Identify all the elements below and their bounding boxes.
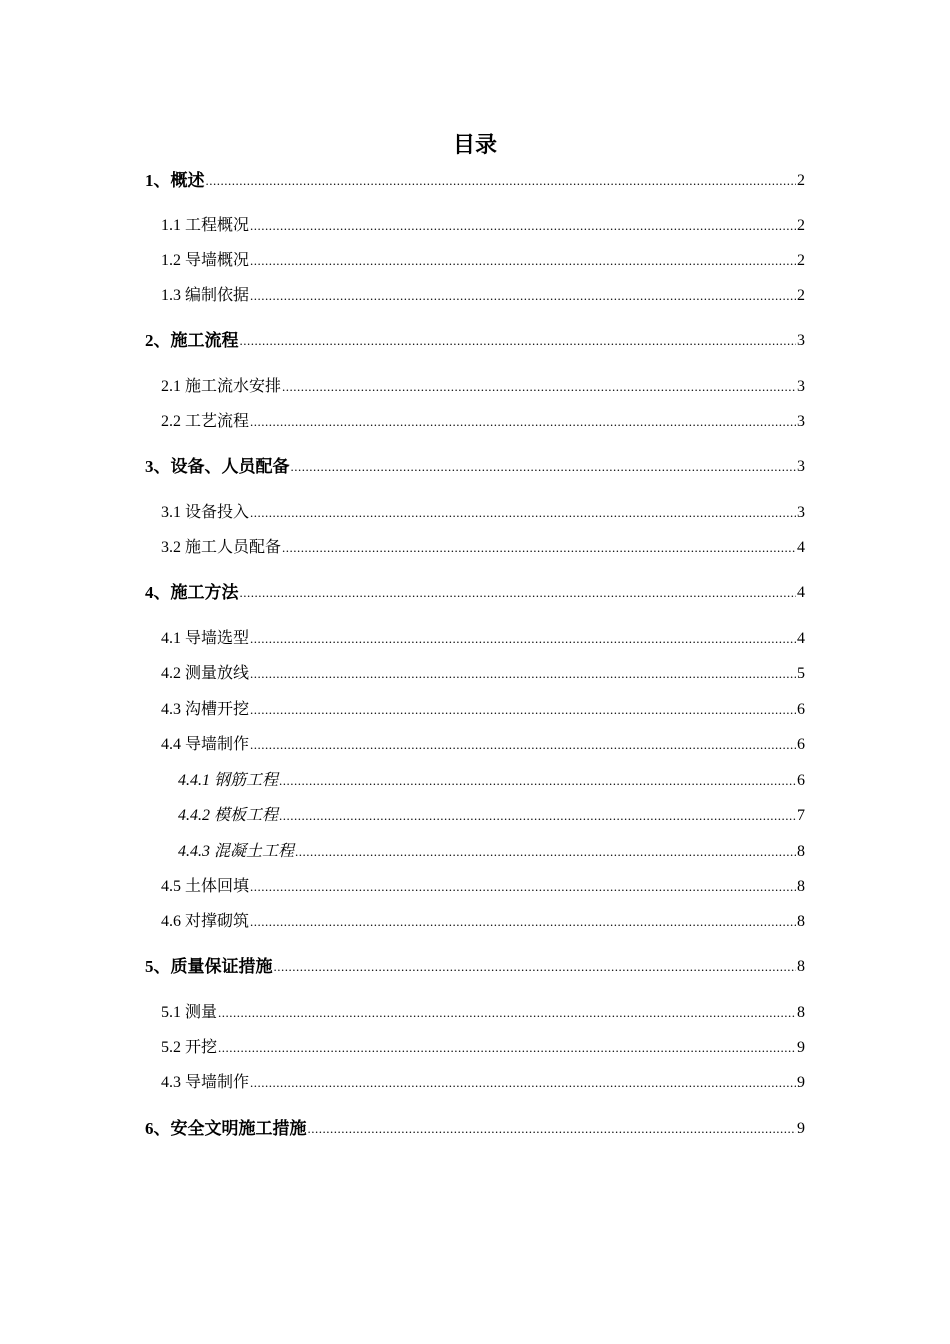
- toc-entry-label: 4.1 导墙选型: [161, 630, 250, 647]
- dot-leader: [250, 285, 796, 307]
- dot-leader: [250, 699, 796, 721]
- toc-entry[interactable]: [145, 537, 805, 559]
- dot-leader: [250, 215, 796, 237]
- toc-page-number: 6: [797, 736, 805, 753]
- toc-page-number: 5: [797, 665, 805, 682]
- toc-entry-label: 5.2 开挖: [161, 1039, 218, 1056]
- toc-page-number: 3: [797, 332, 805, 349]
- dot-leader: [250, 250, 796, 272]
- toc-entry[interactable]: [145, 699, 805, 721]
- toc-entry-label: 2.2 工艺流程: [161, 413, 250, 430]
- toc-page-number: 2: [797, 217, 805, 234]
- toc-entry-label: 5.1 测量: [161, 1004, 218, 1021]
- toc-page-number: 6: [797, 701, 805, 718]
- dot-leader: [282, 537, 796, 559]
- toc-entry-label: 4.2 测量放线: [161, 665, 250, 682]
- toc-page-number: 4: [797, 630, 805, 647]
- toc-page-number: 2: [797, 172, 805, 189]
- toc-entry[interactable]: [145, 502, 805, 524]
- toc-entry-label: 4.3 沟槽开挖: [161, 701, 250, 718]
- toc-page-number: 9: [797, 1074, 805, 1091]
- toc-page-number: 6: [797, 772, 805, 789]
- toc-entry-label: 3、设备、人员配备: [145, 457, 290, 476]
- toc-entry[interactable]: [145, 911, 805, 933]
- toc-entry-label: 4.4.1 钢筋工程: [178, 772, 279, 789]
- toc-entry[interactable]: [145, 250, 805, 272]
- toc-entry-label: 1.2 导墙概况: [161, 252, 250, 269]
- toc-entry[interactable]: [145, 582, 805, 604]
- dot-leader: [250, 1072, 796, 1094]
- toc-page-number: 8: [797, 958, 805, 975]
- toc-entry-label: 5、质量保证措施: [145, 957, 273, 976]
- toc-entry-label: 4.4.3 混凝土工程: [178, 843, 295, 860]
- toc-entry-label: 4.3 导墙制作: [161, 1074, 250, 1091]
- toc-page-number: 3: [797, 378, 805, 395]
- toc-entry-label: 4.4.2 模板工程: [178, 807, 279, 824]
- dot-leader: [295, 841, 796, 863]
- toc-entry[interactable]: [145, 456, 805, 478]
- toc-entry-label: 1.1 工程概况: [161, 217, 250, 234]
- dot-leader: [240, 330, 797, 352]
- dot-leader: [279, 805, 796, 827]
- toc-page-number: 4: [797, 539, 805, 556]
- dot-leader: [250, 911, 796, 933]
- toc-page-number: 2: [797, 252, 805, 269]
- dot-leader: [218, 1037, 796, 1059]
- dot-leader: [240, 582, 797, 604]
- toc-entry-label: 4、施工方法: [145, 583, 239, 602]
- dot-leader: [274, 956, 797, 978]
- toc-entry[interactable]: [145, 734, 805, 756]
- toc-entry-label: 2、施工流程: [145, 331, 239, 350]
- toc-title: 目录: [452, 132, 497, 157]
- toc-entry[interactable]: [145, 805, 805, 827]
- dot-leader: [291, 456, 797, 478]
- toc-entry-label: 3.1 设备投入: [161, 504, 250, 521]
- dot-leader: [250, 411, 796, 433]
- toc-entry[interactable]: [145, 628, 805, 650]
- toc-page-number: 9: [797, 1039, 805, 1056]
- dot-leader: [282, 376, 796, 398]
- toc-page-number: 8: [797, 1004, 805, 1021]
- dot-leader: [279, 770, 796, 792]
- toc-entry-label: 1.3 编制依据: [161, 287, 250, 304]
- toc-entry-label: 4.5 土体回填: [161, 878, 250, 895]
- dot-leader: [218, 1002, 796, 1024]
- toc-entry[interactable]: [145, 663, 805, 685]
- dot-leader: [250, 734, 796, 756]
- toc-entry-label: 4.6 对撑砌筑: [161, 913, 250, 930]
- dot-leader: [250, 502, 796, 524]
- toc-page-number: 8: [797, 843, 805, 860]
- toc-entry[interactable]: [145, 411, 805, 433]
- toc-entry[interactable]: [145, 1037, 805, 1059]
- toc-entry[interactable]: [145, 1118, 805, 1140]
- toc-entry-label: 3.2 施工人员配备: [161, 539, 282, 556]
- dot-leader: [206, 170, 797, 192]
- toc-entry[interactable]: [145, 285, 805, 307]
- toc-page-number: 2: [797, 287, 805, 304]
- toc-page-number: 7: [797, 807, 805, 824]
- dot-leader: [308, 1118, 797, 1140]
- toc-page-number: 3: [797, 458, 805, 475]
- toc-entry-label: 6、安全文明施工措施: [145, 1119, 307, 1138]
- toc-entry[interactable]: [145, 1072, 805, 1094]
- toc-page-number: 8: [797, 913, 805, 930]
- toc-entry[interactable]: [145, 330, 805, 352]
- toc-page-number: 3: [797, 413, 805, 430]
- toc-entry-label: 2.1 施工流水安排: [161, 378, 282, 395]
- toc-page-number: 4: [797, 584, 805, 601]
- toc-entry[interactable]: [145, 876, 805, 898]
- dot-leader: [250, 876, 796, 898]
- toc-entry[interactable]: [145, 170, 805, 192]
- toc-page-number: 8: [797, 878, 805, 895]
- toc-entry-label: 4.4 导墙制作: [161, 736, 250, 753]
- toc-entry[interactable]: [145, 1002, 805, 1024]
- toc-page-number: 3: [797, 504, 805, 521]
- toc-entry[interactable]: [145, 770, 805, 792]
- toc-page-number: 9: [797, 1120, 805, 1137]
- toc-entry[interactable]: [145, 376, 805, 398]
- toc-entry[interactable]: [145, 841, 805, 863]
- toc-entry[interactable]: [145, 956, 805, 978]
- toc-entry-label: 1、概述: [145, 171, 205, 190]
- dot-leader: [250, 628, 796, 650]
- toc-entry[interactable]: [145, 215, 805, 237]
- dot-leader: [250, 663, 796, 685]
